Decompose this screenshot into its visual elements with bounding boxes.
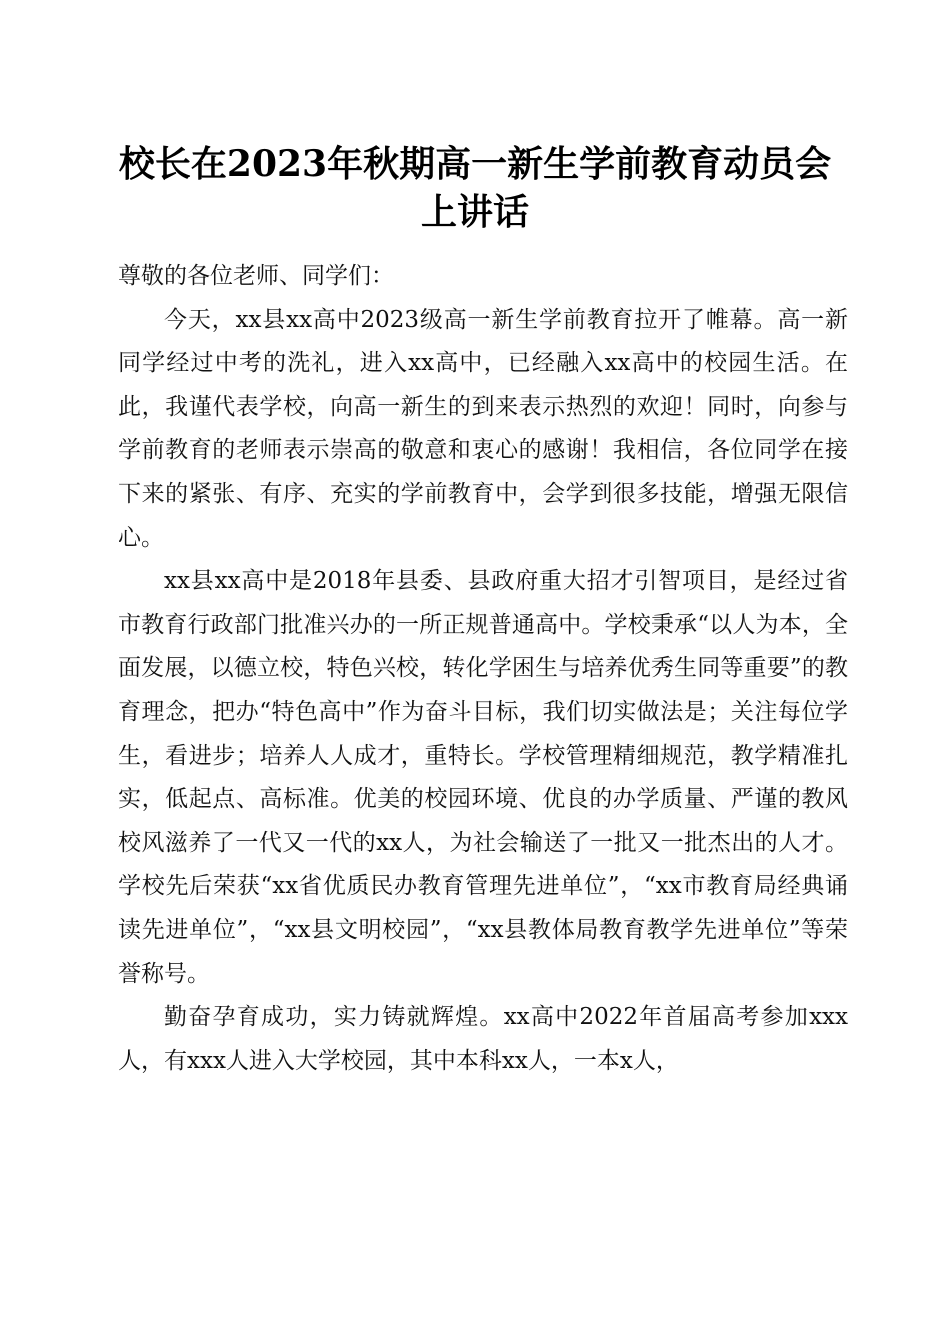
salutation: 尊敬的各位老师、同学们： (118, 263, 394, 289)
paragraph-achievements: 勤奋孕育成功，实力铸就辉煌。xx高中2022年首届高考参加xxx人，有xxx人进入大学校园，其中本科xx人，一本x人， (118, 1004, 848, 1074)
paragraph-school-intro: xx县xx高中是2018年县委、县政府重大招才引智项目，是经过省市教育行政部门批准兴办的一所正规普通高中。学校秉承“以人为本，全面发展，以德立校，特色兴校，转化学困生与培养优秀生同等重要”的教育理念，把办“特色高中”作为奋斗目标，我们切实做法是；关注每位学生，看进步；培养人人成才，重特长。学校管理精细规范，教学精准扎实，低起点、高标准。优美的校园环境、优良的办学质量、严谨的教风校风滋养了一代又一代的xx人，为社会输送了一批又一批杰出的人才。学校先后荣获“xx省优质民办教育管理先进单位”，“xx市教育局经典诵读先进单位”，“xx县文明校园”，“xx县教体局教育教学先进单位”等荣誉称号。 (118, 568, 848, 987)
title-line-1: 校长在2023年秋期高一新生学前教育动员会 (118, 143, 832, 185)
title-line-2: 上讲话 (420, 191, 529, 233)
paragraph-opening: 今天，xx县xx高中2023级高一新生学前教育拉开了帷幕。高一新同学经过中考的洗礼，进入xx高中，已经融入xx高中的校园生活。在此，我谨代表学校，向高一新生的到来表示热烈的欢迎！同时，向参与学前教育的老师表示崇高的敬意和衷心的感谢！我相信，各位同学在接下来的紧张、有序、充实的学前教育中，会学到很多技能，增强无限信心。 (118, 306, 848, 551)
document-body (118, 255, 848, 1083)
document-title (100, 140, 850, 236)
